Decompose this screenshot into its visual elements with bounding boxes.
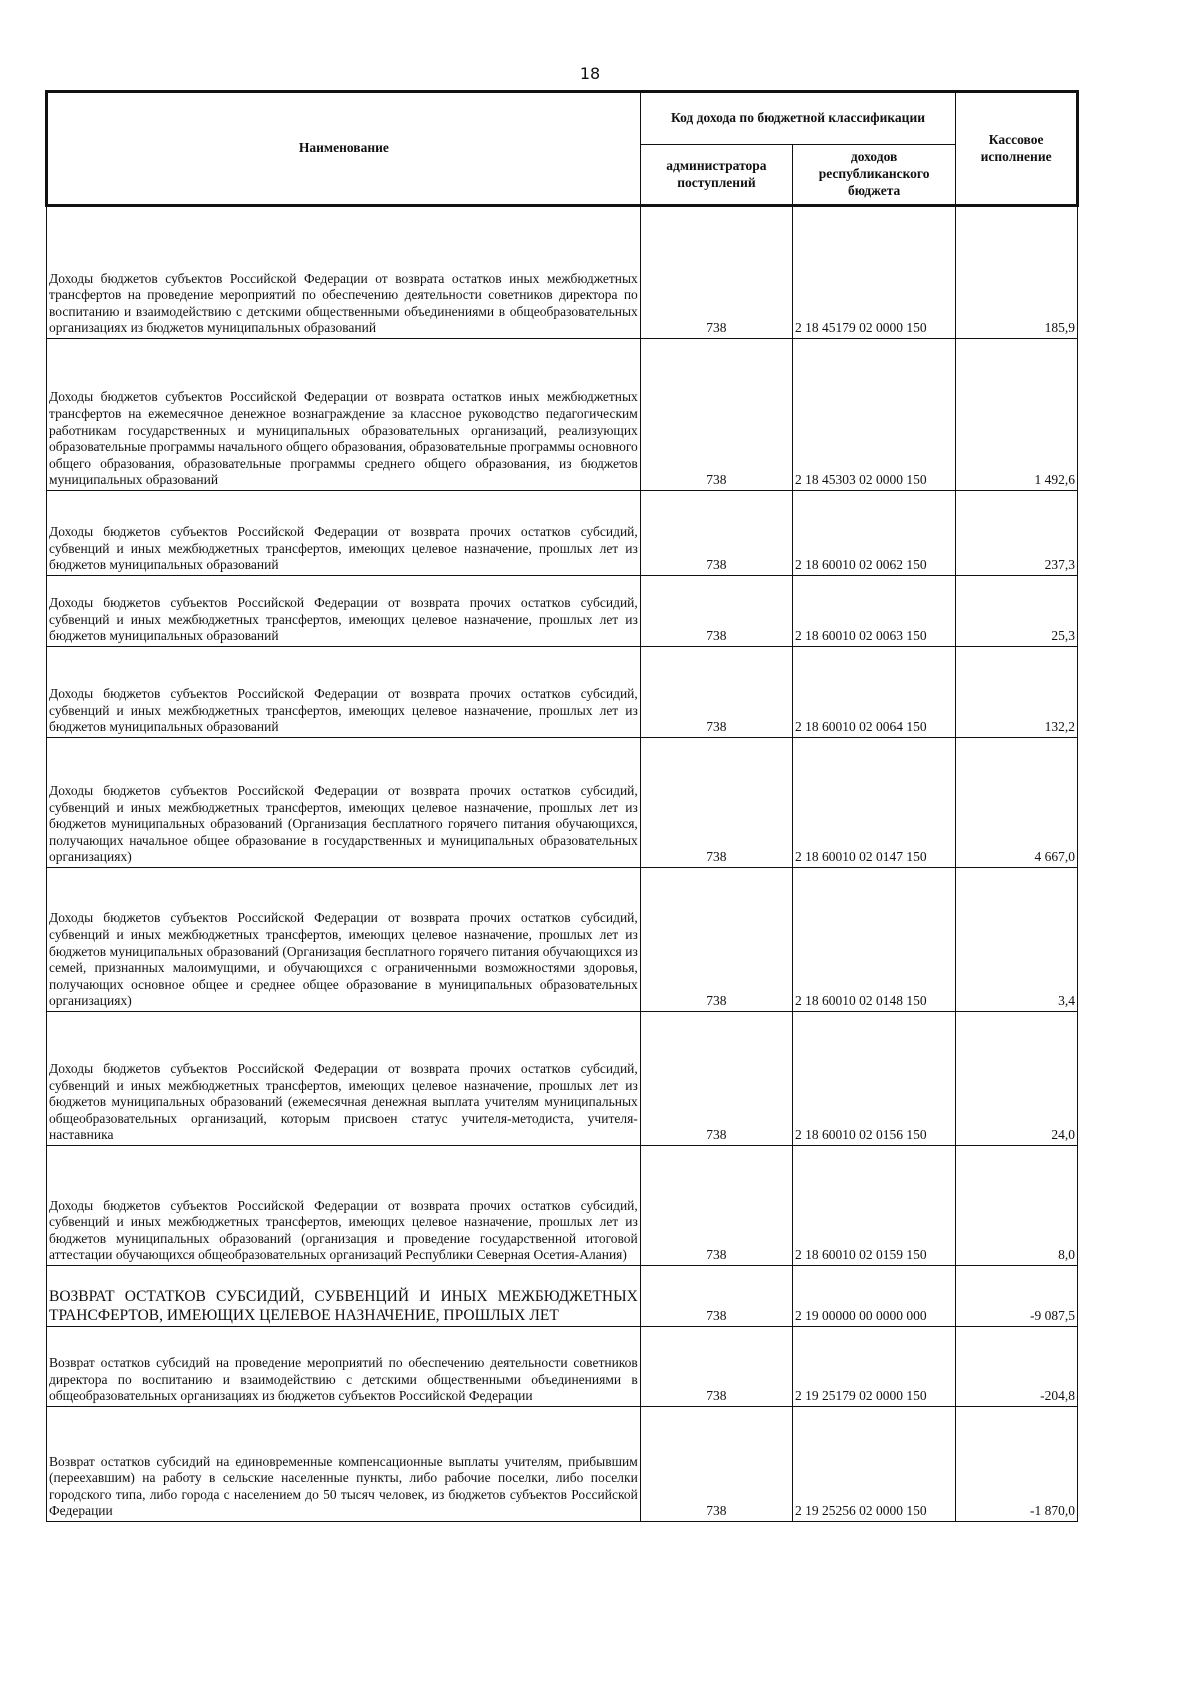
row-name: Доходы бюджетов субъектов Российской Федерации от возврата остатков иных межбюджетных трансфертов на проведение мероприятий по обеспечению деятельности советников директора по воспитанию и взаимодействию с детскими общественными объединениями в общеобразовательных организациях из бюджетов муниципальных образований [47,206,641,339]
table-row [47,868,1078,1012]
row-amount: 25,3 [956,576,1078,647]
row-admin: 738 [640,206,792,339]
row-name: Доходы бюджетов субъектов Российской Федерации от возврата прочих остатков субсидий, субвенций и иных межбюджетных трансфертов, имеющих целевое назначение, прошлых лет из бюджетов муниципальных образований [47,491,641,576]
row-admin: 738 [640,1266,792,1327]
row-admin: 738 [640,491,792,576]
row-admin: 738 [640,647,792,738]
table-row [47,339,1078,491]
row-amount: -1 870,0 [956,1407,1078,1522]
row-name: Возврат остатков субсидий на единовременные компенсационные выплаты учителям, прибывшим (переехавшим) на работу в сельские населенные пункты, либо рабочие поселки, либо поселки городского типа, либо города с населением до 50 тысяч человек, из бюджетов субъектов Российской Федерации [47,1407,641,1522]
row-admin: 738 [640,1407,792,1522]
row-name: Доходы бюджетов субъектов Российской Федерации от возврата прочих остатков субсидий, субвенций и иных межбюджетных трансфертов, имеющих целевое назначение, прошлых лет из бюджетов муниципальных образований [47,576,641,647]
row-amount: 237,3 [956,491,1078,576]
row-code: 2 18 60010 02 0159 150 [793,1146,956,1266]
row-code: 2 18 60010 02 0147 150 [793,738,956,868]
row-code: 2 19 00000 00 0000 000 [793,1266,956,1327]
row-name: Возврат остатков субсидий на проведение мероприятий по обеспечению деятельности советников директора по воспитанию и взаимодействию с детскими общественными объединениями в общеобразовательных организациях из бюджетов субъектов Российской Федерации [47,1327,641,1407]
row-name: ВОЗВРАТ ОСТАТКОВ СУБСИДИЙ, СУБВЕНЦИЙ И ИНЫХ МЕЖБЮДЖЕТНЫХ ТРАНСФЕРТОВ, ИМЕЮЩИХ ЦЕЛЕВОЕ НАЗНАЧЕНИЕ, ПРОШЛЫХ ЛЕТ [47,1266,641,1327]
table-row [47,647,1078,738]
header-execution: Кассовое исполнение [956,92,1078,206]
row-admin: 738 [640,1146,792,1266]
table-row [47,738,1078,868]
header-name: Наименование [47,92,641,206]
row-name: Доходы бюджетов субъектов Российской Федерации от возврата остатков иных межбюджетных трансфертов на ежемесячное денежное вознаграждение за классное руководство педагогическим работникам государственных и муниципальных образовательных организаций, реализующих образовательные программы начального общего образования, образовательные программы основного общего образования, образовательные программы среднего общего образования, из бюджетов муниципальных образований [47,339,641,491]
table-header [47,92,1078,206]
table-row [47,1146,1078,1266]
row-amount: 132,2 [956,647,1078,738]
page-number: 18 [579,64,601,83]
table-row [47,491,1078,576]
row-amount: -9 087,5 [956,1266,1078,1327]
row-admin: 738 [640,1327,792,1407]
table-row [47,1266,1078,1327]
header-income: доходов республиканского бюджета [793,145,956,206]
budget-table [45,90,1079,1522]
row-code: 2 18 60010 02 0062 150 [793,491,956,576]
row-name: Доходы бюджетов субъектов Российской Федерации от возврата прочих остатков субсидий, субвенций и иных межбюджетных трансфертов, имеющих целевое назначение, прошлых лет из бюджетов муниципальных образований [47,647,641,738]
row-code: 2 18 45303 02 0000 150 [793,339,956,491]
table-row [47,1407,1078,1522]
row-admin: 738 [640,339,792,491]
row-name: Доходы бюджетов субъектов Российской Федерации от возврата прочих остатков субсидий, субвенций и иных межбюджетных трансфертов, имеющих целевое назначение, прошлых лет из бюджетов муниципальных образований (Организация бесплатного горячего питания обучающихся, получающих начальное общее образование в государственных и муниципальных образовательных организациях) [47,738,641,868]
row-admin: 738 [640,868,792,1012]
row-amount: 185,9 [956,206,1078,339]
row-admin: 738 [640,738,792,868]
table-row [47,1012,1078,1146]
row-amount: -204,8 [956,1327,1078,1407]
row-admin: 738 [640,1012,792,1146]
row-admin: 738 [640,576,792,647]
row-amount: 1 492,6 [956,339,1078,491]
row-name: Доходы бюджетов субъектов Российской Федерации от возврата прочих остатков субсидий, субвенций и иных межбюджетных трансфертов, имеющих целевое назначение, прошлых лет из бюджетов муниципальных образований (ежемесячная денежная выплата учителям муниципальных общеобразовательных организаций, которым присвоен статус учителя-методиста, учителя-наставника [47,1012,641,1146]
row-name: Доходы бюджетов субъектов Российской Федерации от возврата прочих остатков субсидий, субвенций и иных межбюджетных трансфертов, имеющих целевое назначение, прошлых лет из бюджетов муниципальных образований (Организация бесплатного горячего питания обучающихся из семей, признанных малоимущими, и обучающихся с ограниченными возможностями здоровья, получающих основное общее и среднее общее образование в муниципальных образовательных организациях) [47,868,641,1012]
row-code: 2 19 25179 02 0000 150 [793,1327,956,1407]
row-name: Доходы бюджетов субъектов Российской Федерации от возврата прочих остатков субсидий, субвенций и иных межбюджетных трансфертов, имеющих целевое назначение, прошлых лет из бюджетов муниципальных образований (организация и проведение государственной итоговой аттестации обучающихся общеобразовательных организаций Республики Северная Осетия-Алания) [47,1146,641,1266]
row-amount: 24,0 [956,1012,1078,1146]
row-amount: 4 667,0 [956,738,1078,868]
row-code: 2 18 60010 02 0156 150 [793,1012,956,1146]
row-code: 2 18 60010 02 0063 150 [793,576,956,647]
row-code: 2 18 60010 02 0148 150 [793,868,956,1012]
table-row [47,1327,1078,1407]
row-code: 2 18 45179 02 0000 150 [793,206,956,339]
row-code: 2 19 25256 02 0000 150 [793,1407,956,1522]
header-code-group: Код дохода по бюджетной классификации [640,92,955,145]
row-amount: 3,4 [956,868,1078,1012]
row-code: 2 18 60010 02 0064 150 [793,647,956,738]
table-row [47,576,1078,647]
row-amount: 8,0 [956,1146,1078,1266]
header-admin: администратора поступлений [640,145,792,206]
table-row [47,206,1078,339]
